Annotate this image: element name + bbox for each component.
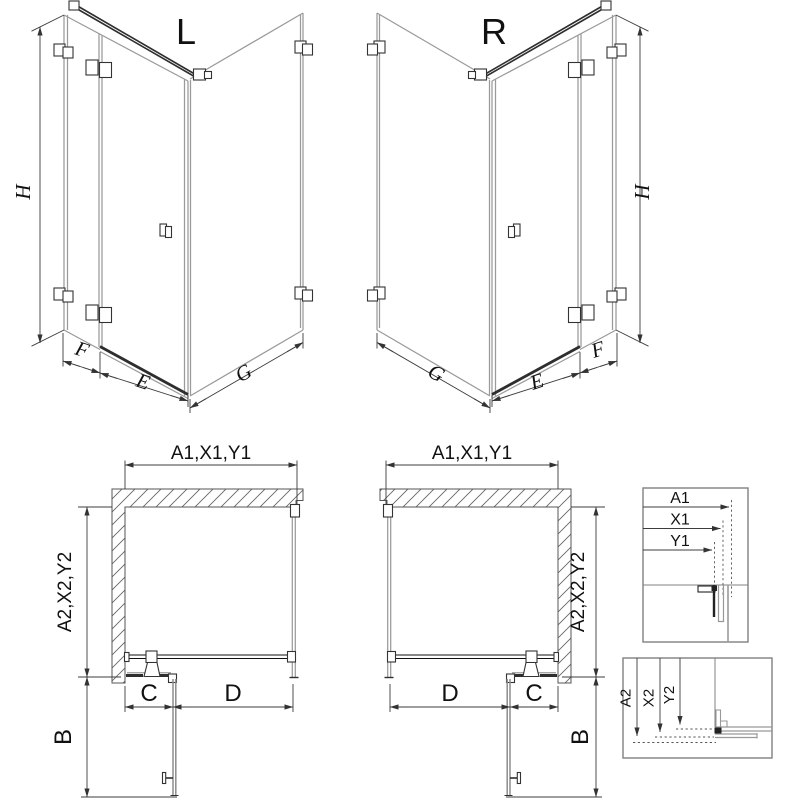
detail-width-x1: X1 xyxy=(670,511,690,529)
plan-view-geometry xyxy=(78,461,300,798)
detail-depth-x2: X2 xyxy=(640,688,658,708)
plan-left-dim-swing: B xyxy=(50,728,77,746)
iso-left-dim-door: E xyxy=(133,367,153,395)
detail-width-a1: A1 xyxy=(670,490,690,507)
iso-view-geometry-mirrored xyxy=(368,1,649,413)
detail-width-y1: Y1 xyxy=(670,533,690,550)
detail-box-width xyxy=(643,488,748,642)
iso-right-dim-door: E xyxy=(527,367,547,395)
plan-left-wall xyxy=(112,489,303,683)
iso-right-dim-side: G xyxy=(423,358,450,388)
iso-left-dim-height: H xyxy=(11,184,35,200)
hinge xyxy=(144,663,160,677)
iso-right-title: R xyxy=(481,11,507,52)
plan-right-dim-entry: D xyxy=(441,680,459,707)
detail-depth-a2: A2 xyxy=(617,688,635,708)
plan-left-dim-width: A1,X1,Y1 xyxy=(170,443,252,464)
plan-left-dim-entry: D xyxy=(224,680,242,707)
plan-right-dim-width: A1,X1,Y1 xyxy=(431,443,513,464)
corner-profile-detail xyxy=(698,585,728,642)
plan-left-dim-depth: A2,X2,Y2 xyxy=(55,551,76,633)
iso-left-title: L xyxy=(175,11,197,52)
plan-right-dim-depth: A2,X2,Y2 xyxy=(568,551,589,633)
plan-right-dim-fixed: C xyxy=(525,680,543,707)
iso-view-geometry xyxy=(32,1,313,413)
iso-right-dim-fixed: F xyxy=(588,335,608,363)
open-door xyxy=(173,679,176,795)
plan-dimension-lines xyxy=(78,461,297,798)
plan-left-dim-fixed: C xyxy=(140,680,158,707)
bottom-rail-profile-detail xyxy=(715,710,773,739)
iso-right-dim-height: H xyxy=(630,184,654,200)
iso-left-dim-fixed: F xyxy=(72,335,92,363)
plan-right-dim-swing: B xyxy=(567,728,594,746)
plan-right-wall xyxy=(380,489,571,683)
iso-left-dim-side: G xyxy=(230,358,257,388)
detail-depth-y2: Y2 xyxy=(661,685,678,705)
